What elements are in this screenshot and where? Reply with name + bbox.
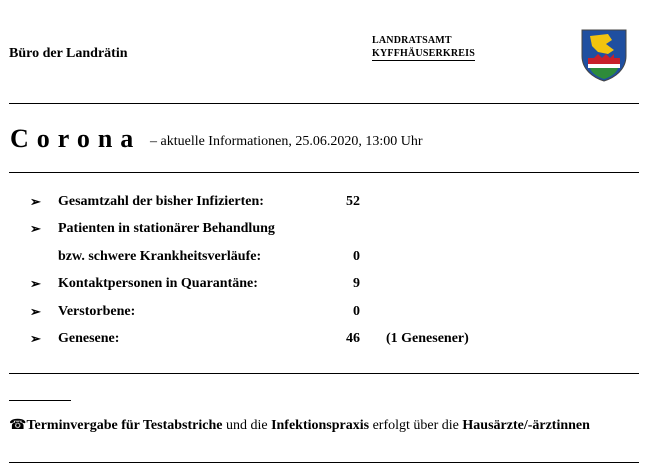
footer-text-via: erfolgt über die [369, 418, 463, 433]
footer-text-practice: Infektionspraxis [271, 418, 370, 433]
authority-line-2: KYFFHÄUSERKREIS [372, 48, 476, 59]
stat-label: Patienten in stationärer Behandlung [58, 221, 275, 236]
arrow-bullet-icon: ➢ [30, 331, 41, 346]
stat-label: Genesene: [58, 331, 120, 346]
office-name: Büro der Landrätin [9, 46, 128, 61]
stat-value: 52 [346, 194, 360, 209]
footer-text-connector: und die [222, 418, 272, 433]
footer-note [9, 414, 649, 437]
arrow-bullet-icon: ➢ [30, 221, 41, 236]
stat-value: 9 [353, 276, 360, 291]
stats-divider [9, 373, 639, 374]
stat-value: 0 [353, 249, 360, 264]
page-subtitle: – aktuelle Informationen, 25.06.2020, 13:00 Uhr [150, 134, 423, 149]
footer-divider [9, 462, 639, 463]
stat-value: 46 [346, 331, 360, 346]
stat-label: Verstorbene: [58, 304, 136, 319]
stat-label: Gesamtzahl der bisher Infizierten: [58, 194, 264, 209]
telephone-icon: ☎ [9, 418, 27, 433]
footer-text-doctors: Hausärzte/-ärztinnen [462, 418, 590, 433]
arrow-bullet-icon: ➢ [30, 276, 41, 291]
stat-label: Kontaktpersonen in Quarantäne: [58, 276, 258, 291]
footer-text-testing: Terminvergabe für Testabstriche [26, 418, 223, 433]
arrow-bullet-icon: ➢ [30, 304, 41, 319]
title-divider [9, 172, 639, 173]
footnote-divider [9, 400, 71, 401]
authority-line-1: LANDRATSAMT [372, 35, 452, 46]
header-divider [9, 103, 639, 104]
page-title: Corona [10, 124, 142, 153]
arrow-bullet-icon: ➢ [30, 194, 41, 209]
coat-of-arms-icon [578, 26, 630, 82]
stat-label: bzw. schwere Krankheitsverläufe: [58, 249, 262, 264]
stat-value: 0 [353, 304, 360, 319]
authority-name [372, 34, 475, 61]
stat-note: (1 Genesener) [386, 331, 469, 346]
